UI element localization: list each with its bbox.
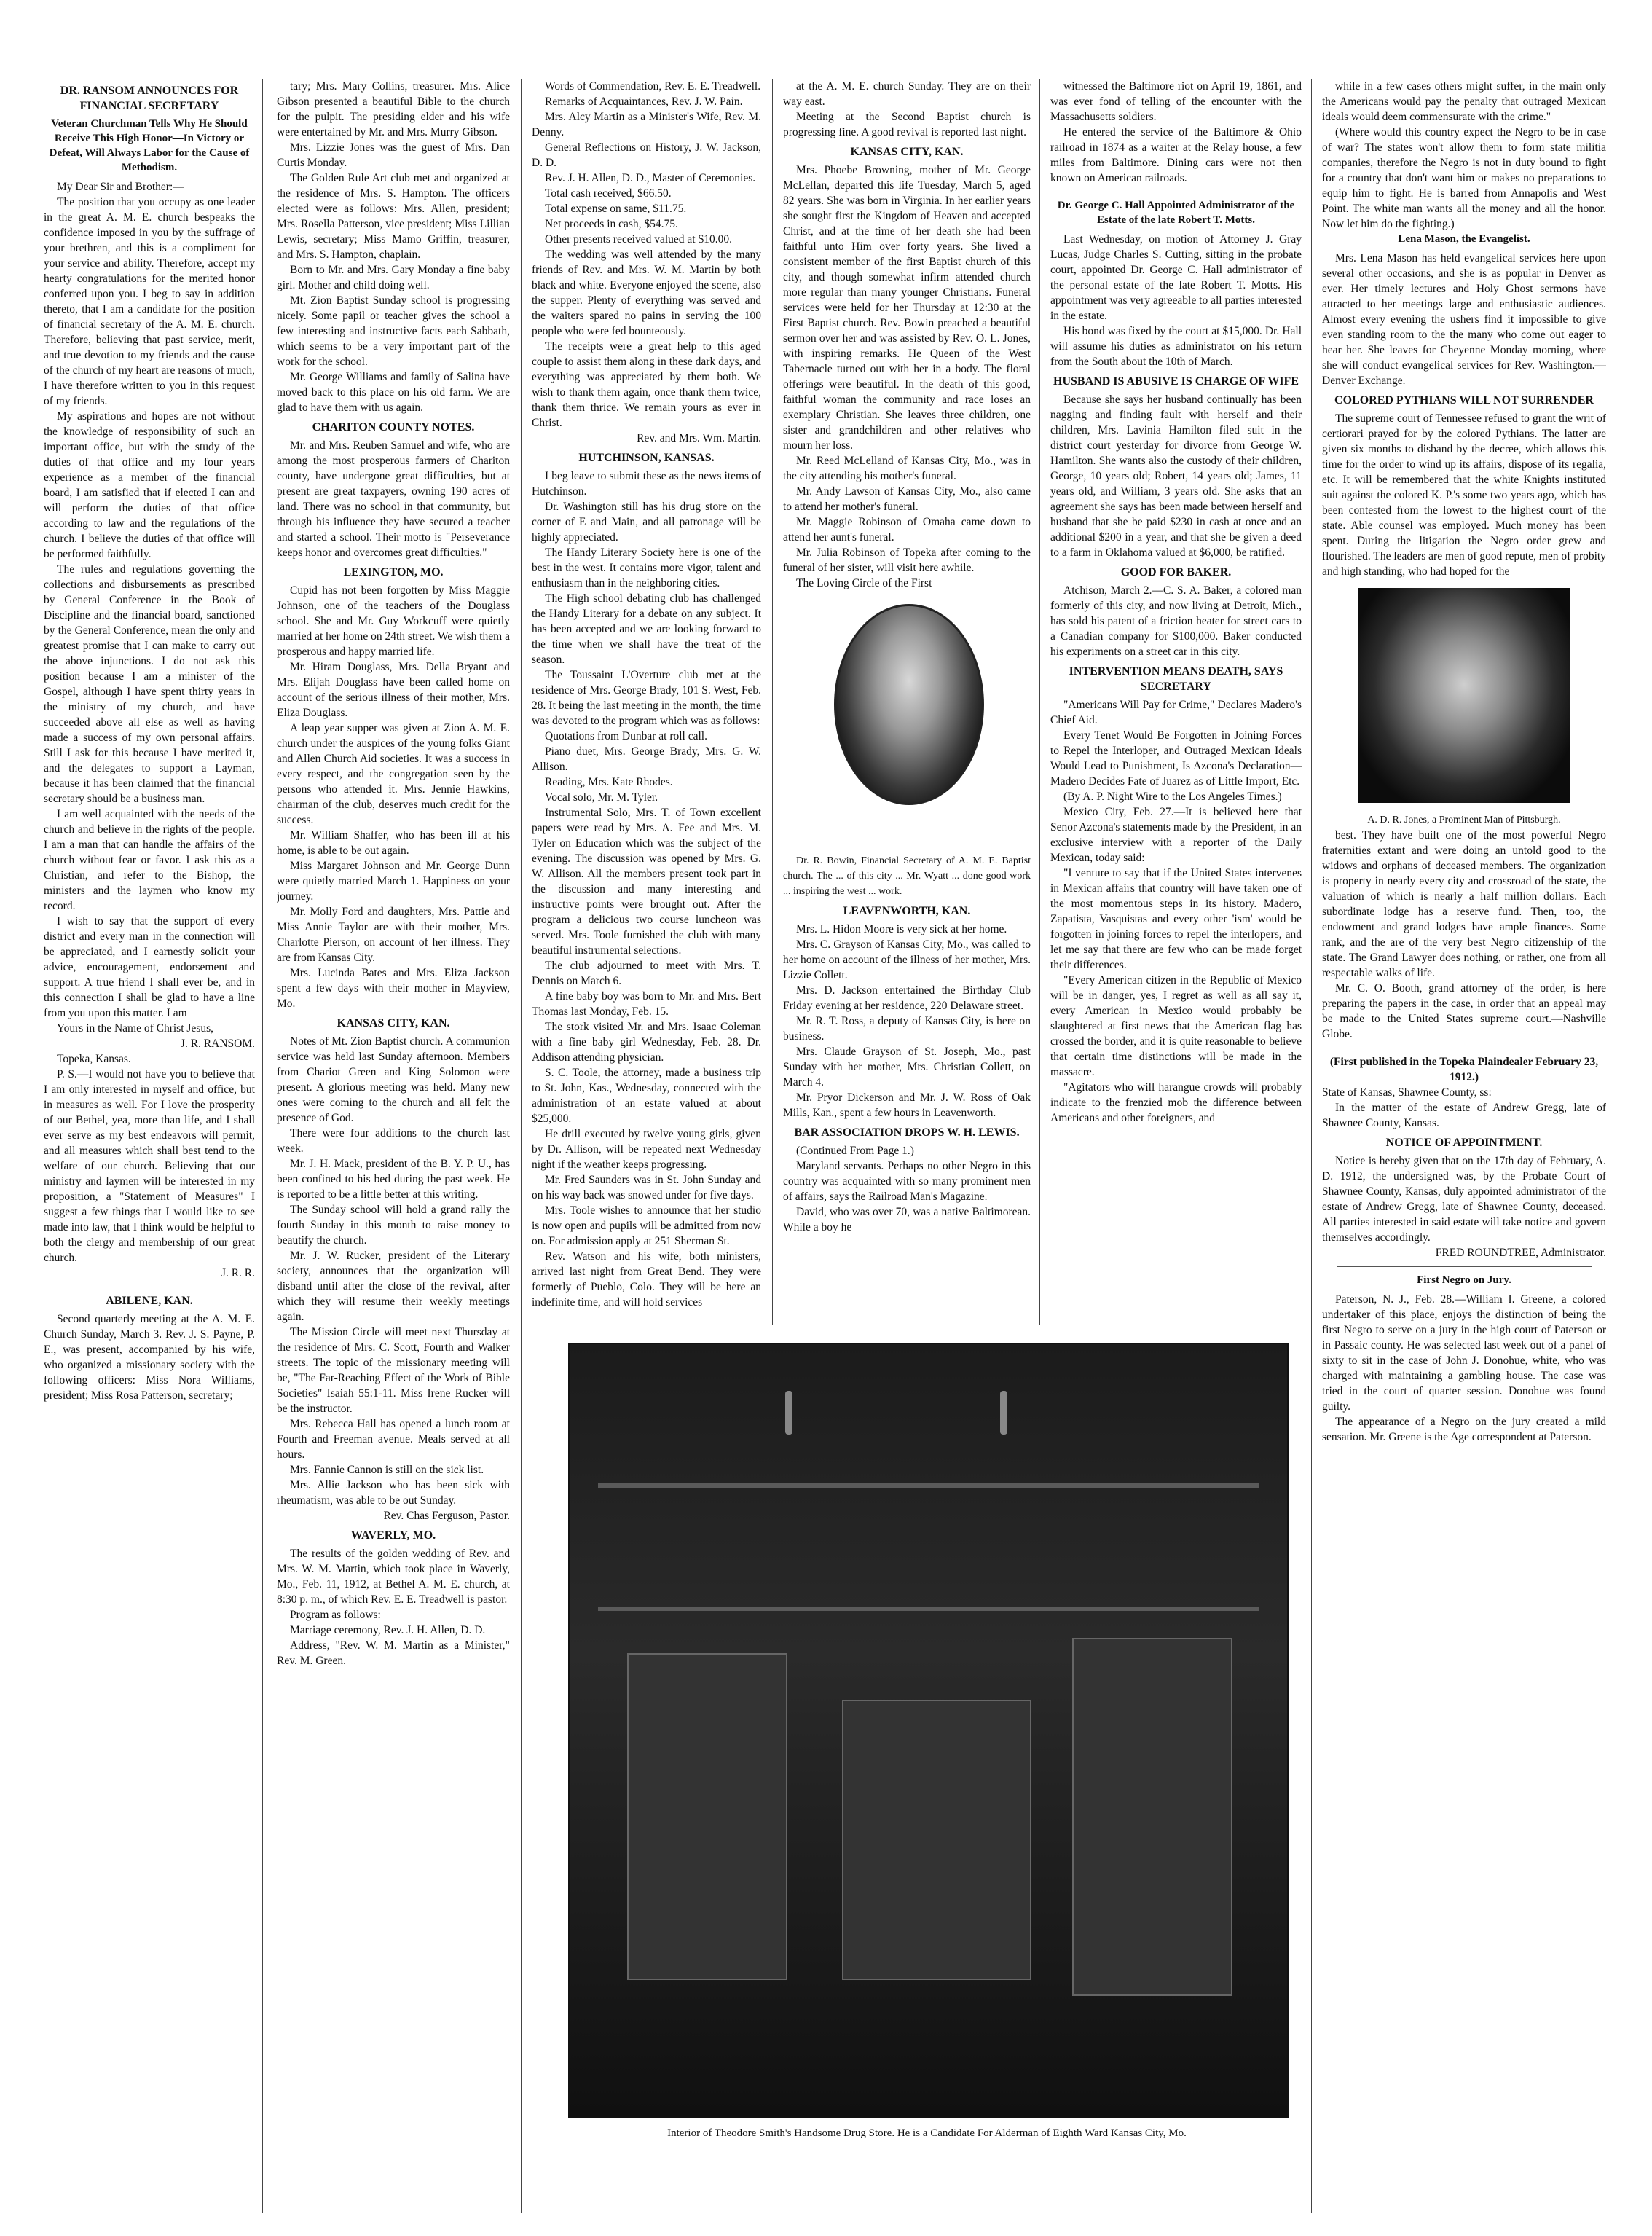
photo-cabinet — [627, 1653, 788, 1980]
portrait-block — [783, 591, 1031, 853]
paragraph: Topeka, Kansas. — [57, 1053, 131, 1065]
notice-lead: (First published in the Topeka Plaindealer February 23, 1912.) — [1329, 1056, 1599, 1083]
paragraph: Miss Margaret Johnson and Mr. George Dunn were quietly married March 1. Happiness on your journey. — [277, 860, 510, 903]
article-headline: First Negro on Jury. — [1417, 1274, 1511, 1286]
divider — [1337, 1266, 1592, 1267]
paragraph: Rev. Watson and his wife, both ministers, arrived last night from Great Bend. They were formerly of Pueblo, Colo. They will be here an indefinite time, and will hold services — [532, 1250, 761, 1309]
paragraph: Mr. Julia Robinson of Topeka after coming to the funeral of her sister, will visit here awhile. — [783, 546, 1031, 574]
paragraph: Mr. and Mrs. Reuben Samuel and wife, who are among the most prosperous farmers of Chariton county, have undergone great difficulties, but at present are great taxpayers, owning 190 acres of land. There was no school in that community, but through his influence they have secured a teacher and started a school. Their motto is "Perseverance keeps honor and overcomes great difficulties." — [277, 439, 510, 559]
paragraph: Because she says her husband continually has been nagging and finding fault with herself and their children, Mrs. Lavinia Hamilton filed suit in the district court yesterday for divorce from George W. Hamilton. She wants also the custody of their children, George, 10 years old; Robert, 14 years old; James, 11 years old, and William, 3 years old. She asks that an agreement she says has been made between herself and husband that she be paid $230 in cash at once and an additional $200 in a year, and that she be given a deed to a farm in Oklahoma valued at $6,000, be ratified. — [1050, 393, 1302, 559]
paragraph: Mrs. Fannie Cannon is still on the sick list. — [290, 1464, 484, 1476]
paragraph: Last Wednesday, on motion of Attorney J. Gray Lucas, Judge Charles S. Cutting, sitting in the probate court, appointed Dr. George C. Hall administrator of the personal estate of the late Robert T. Motts. His appointment was very agreeable to all parties interested in the estate. — [1050, 233, 1302, 322]
paragraph: Mr. R. T. Ross, a deputy of Kansas City, is here on business. — [783, 1015, 1031, 1043]
paragraph: Program as follows: — [290, 1609, 381, 1621]
paragraph: while in a few cases others might suffer, in the main only the Americans would pay the penalty that outraged Mexican ideals would deem commensurate with the crime." — [1322, 80, 1606, 123]
portrait-caption: Dr. R. Bowin, Financial Secretary of A. M. E. Baptist church. The ... of this city ... Mr. Wyatt ... done good work ... inspiring the west ... work. — [783, 855, 1031, 897]
paragraph: The club adjourned to meet with Mrs. T. Dennis on March 6. — [532, 960, 761, 987]
paragraph: Mr. William Shaffer, who has been ill at his home, is able to be out again. — [277, 829, 510, 857]
column-rule — [772, 79, 773, 1325]
paragraph: I wish to say that the support of every district and every man in the connection will be appreciated, and I earnestly solicit your advice, encouragement, endorsement and support. A true friend I shall ever be, and in this connection I shall be glad to have a line from you upon this matter. I am — [44, 915, 255, 1019]
paragraph: Net proceeds in cash, $54.75. — [545, 218, 678, 230]
paragraph: The wedding was well attended by the many friends of Rev. and Mrs. W. M. Martin by both black and white. Everyone enjoyed the scene, also the supper. Plenty of everything was served and the waiters spared no pains in serving the 100 people who were fed bounteously. — [532, 248, 761, 337]
paragraph: at the A. M. E. church Sunday. They are on their way east. — [783, 80, 1031, 108]
column-rule — [1311, 79, 1312, 2213]
article-headline: HUTCHINSON, KANSAS. — [578, 452, 715, 464]
portrait-photo — [1358, 588, 1570, 803]
paragraph: The Sunday school will hold a grand rally the fourth Sunday in this month to raise money to beautify the church. — [277, 1204, 510, 1247]
paragraph: "Agitators who will harangue crowds will probably indicate to the frenzied mob the difference between Americans and other foreigners, and — [1050, 1081, 1302, 1124]
column-4 — [783, 79, 1031, 1321]
paragraph: Mrs. D. Jackson entertained the Birthday Club Friday evening at her residence, 220 Delaware street. — [783, 984, 1031, 1012]
portrait-photo — [834, 604, 984, 805]
paragraph: Mrs. Lucinda Bates and Mrs. Eliza Jackson spent a few days with their mother in Mayview, Mo. — [277, 967, 510, 1010]
paragraph: Mrs. Claude Grayson of St. Joseph, Mo., past Sunday with her mother, Mrs. Christian Collett, on March 4. — [783, 1046, 1031, 1088]
paragraph: Born to Mr. and Mrs. Gary Monday a fine baby girl. Mother and child doing well. — [277, 264, 510, 291]
paragraph: David, who was over 70, was a native Baltimorean. While a boy he — [783, 1206, 1031, 1233]
paragraph: Mr. Andy Lawson of Kansas City, Mo., also came to attend her mother's funeral. — [783, 485, 1031, 513]
paragraph: My aspirations and hopes are not without the knowledge of responsibility of such an important office, but with the study of the duties of that office and my four years experience as a member of the financial board, I am satisfied that if elected I can and will perform the duties of that office according to law and the regulations of the church. I believe the duties of that office will be performed faithfully. — [44, 410, 255, 560]
paragraph: "Americans Will Pay for Crime," Declares Madero's Chief Aid. — [1050, 699, 1302, 726]
notice-state: State of Kansas, Shawnee County, ss: — [1322, 1086, 1492, 1099]
paragraph: P. S.—I would not have you to believe that I am only interested in myself and office, but in measures as well. For I love the prosperity of our Bethel, yea, more than life, and I shall ever serve as my best endeavors will permit, and all measures which shall best tend to the welfare of our church. Believing that our ministry and laymen will be interested in my proposition, a "Statement of Measures" I suggest a few things that I would like to see made into law, that I think would be helpful to both the clergy and membership of our great church. — [44, 1068, 255, 1264]
paragraph: Maryland servants. Perhaps no other Negro in this country was acquainted with so many prominent men of affairs, says the Railroad Man's Magazine. — [783, 1160, 1031, 1203]
paragraph: Piano duet, Mrs. George Brady, Mrs. G. W. Allison. — [532, 745, 761, 773]
signature: FRED ROUNDTREE, Administrator. — [1435, 1247, 1606, 1259]
paragraph: Mexico City, Feb. 27.—It is believed here that Senor Azcona's statements made by the President, in an exclusive interview with a reporter of the Daily Mexican, today said: — [1050, 806, 1302, 864]
paragraph: Mrs. Alcy Martin as a Minister's Wife, Rev. M. Denny. — [532, 111, 761, 138]
article-headline: Dr. George C. Hall Appointed Administrator of the Estate of the late Robert T. Motts. — [1057, 200, 1295, 226]
article-headline: COLORED PYTHIANS WILL NOT SURRENDER — [1334, 394, 1594, 407]
paragraph: Dr. Washington still has his drug store on the corner of E and Main, and all patronage will be highly appreciated. — [532, 501, 761, 544]
paragraph: Instrumental Solo, Mrs. T. of Town excellent papers were read by Mrs. A. Fee and Mrs. M. Tyler on Education which was the subject of the evening. The discussion was opened by Mrs. G. W. Allison. All the members present took part in the discussion and many interesting and instructive points were brought out. After the program a delicious two course luncheon was served. Mrs. Toole furnished the club with many beautiful instrumental selections. — [532, 807, 761, 957]
paragraph: Mr. Hiram Douglass, Mrs. Della Bryant and Mrs. Elijah Douglass have been called home on account of the serious illness of their mother, Mrs. Eliza Douglass. — [277, 661, 510, 719]
paragraph: He drill executed by twelve young girls, given by Dr. Allison, will be repeated next Wednesday night if the weather keeps progressing. — [532, 1128, 761, 1171]
photo-shelf — [598, 1483, 1258, 1488]
photo-shelf — [598, 1607, 1258, 1611]
article-headline: KANSAS CITY, KAN. — [337, 1017, 450, 1029]
paragraph: His bond was fixed by the court at $15,000. Dr. Hall will assume his duties as administrator on his return from the South about the 10th of March. — [1050, 325, 1302, 368]
photo-cabinet — [842, 1700, 1031, 1981]
paragraph: Reading, Mrs. Kate Rhodes. — [545, 776, 673, 788]
paragraph: The position that you occupy as one leader in the great A. M. E. church bespeaks the confidence imposed in you by the suffrage of your brethren, and this is a compliment for your service and ability. Therefore, accept my hearty congratulations for the merited honor conferred upon you. I beg to say in addition thereto, that I am a candidate for the position of financial secretary of the A. M. E. church. Therefore, believing that past service, merit, and true devotion to my friends and the cause of the church of my heart are reasons of much, I have therefore written to you in this request of my friends. — [44, 196, 255, 407]
paragraph: Rev. J. H. Allen, D. D., Master of Ceremonies. — [545, 172, 756, 184]
paragraph: tary; Mrs. Mary Collins, treasurer. Mrs. Alice Gibson presented a beautiful Bible to the church for the pulpit. The presiding elder and his wife were entertained by Mr. and Mrs. Murry Gibson. — [277, 80, 510, 138]
paragraph: The Loving Circle of the First — [796, 577, 932, 589]
paragraph: Every Tenet Would Be Forgotten in Joining Forces to Repel the Interloper, and Outraged Mexican Ideals Would Lead to Punishment, Is Azcona's Declaration—Madero Decides Fate of Juarez as of Little Import, Etc. — [1050, 729, 1302, 788]
paragraph: I am well acquainted with the needs of the church and believe in the rights of the people. I am a man that can handle the affairs of the church without fear or favor. I ask this as a Christian, and refer to the Bishop, the ministers and the laymen who know my record. — [44, 808, 255, 912]
paragraph: The Handy Literary Society here is one of the best in the west. It contains more vigor, talent and enthusiasm than in the neighboring cities. — [532, 546, 761, 589]
paragraph: Meeting at the Second Baptist church is progressing fine. A good revival is reported last night. — [783, 111, 1031, 138]
paragraph: Mr. C. O. Booth, grand attorney of the order, is here preparing the papers in the case, in order that an appeal may be made to the United States supreme court.—Nashville Globe. — [1322, 982, 1606, 1040]
paragraph: The Toussaint L'Overture club met at the residence of Mrs. George Brady, 101 S. West, Feb. 28. It being the last meeting in the month, the time was devoted to the program which was as follows: — [532, 669, 761, 727]
paragraph: The rules and regulations governing the collections and disbursements as prescribed by General Conference in the Book of Discipline and the financial board, sanctioned by the General Conference, mean the only and greatest promise that I can make to carry out the above injunctions. I do not ask this position because I am a minister of the Gospel, although I have spent thirty years in the ministry of my church, and have succeeded above all else as well as having made a success of my own personal affairs. Still I ask for this because I have merited it, and the delegates to support a Layman, because it has been claimed that the financial secretary should be a business man. — [44, 563, 255, 805]
paragraph: The receipts were a great help to this aged couple to assist them along in these dark days, and everything was appreciated by them both. We wish to thank them again, once thank them twice, thank them thrice. We remain yours as ever in Christ. — [532, 340, 761, 429]
signature: Rev. Chas Ferguson, Pastor. — [383, 1510, 510, 1522]
paragraph: S. C. Toole, the attorney, made a business trip to St. John, Kas., Wednesday, connected with the administration of an estate valued at about $25,000. — [532, 1067, 761, 1125]
article-headline: LEAVENWORTH, KAN. — [843, 905, 971, 917]
article-headline: Lena Mason, the Evangelist. — [1398, 233, 1530, 245]
article-headline: CHARITON COUNTY NOTES. — [312, 421, 475, 434]
paragraph: The High school debating club has challenged the Handy Literary for a debate on any subject. It has been accepted and we are looking forward to the time when we shall have the treat of the season. — [532, 592, 761, 666]
paragraph: Mr. Reed McLelland of Kansas City, Mo., was in the city attending his mother's funeral. — [783, 455, 1031, 482]
notice-intro: In the matter of the estate of Andrew Gregg, late of Shawnee County, Kansas. — [1322, 1102, 1606, 1129]
paragraph: The appearance of a Negro on the jury created a mild sensation. Mr. Greene is the Age correspondent at Paterson. — [1322, 1416, 1606, 1443]
paragraph: Mrs. L. Hidon Moore is very sick at her home. — [796, 923, 1007, 935]
paragraph: Mt. Zion Baptist Sunday school is progressing nicely. Some papil or teacher gives the school a few interesting and instructive facts each Sabbath, which seems to be a very important part of the work for the school. — [277, 294, 510, 368]
paragraph: Paterson, N. J., Feb. 28.—William I. Greene, a colored undertaker of this place, enjoys the distinction of being the first Negro to serve on a jury in the high court of Paterson or in Passaic county. He was selected last week out of a panel of sixty to sit in the case of John J. Donohue, white, who was charged with maintaining a gambling house. The case was tried in the court of quarter session. Donohue was found guilty. — [1322, 1293, 1606, 1413]
article-headline: LEXINGTON, MO. — [343, 566, 444, 578]
newspaper-page — [44, 79, 1610, 2213]
paragraph: Total expense on same, $11.75. — [545, 203, 687, 215]
paragraph: Mrs. C. Grayson of Kansas City, Mo., was called to her home on account of the illness of her mother, Mrs. Lizzie Collett. — [783, 938, 1031, 981]
paragraph: Mr. J. W. Rucker, president of the Literary society, announces that the organization will disband until after the close of the revival, after which they will resume their weekly meetings again. — [277, 1250, 510, 1323]
photo-cabinet — [1072, 1638, 1233, 1996]
signature: J. R. RANSOM. — [180, 1037, 255, 1050]
paragraph: Second quarterly meeting at the A. M. E. Church Sunday, March 3. Rev. J. S. Payne, P. E., was present, accompanied by his wife, who organized a missionary society with the following officers: Miss Nora Williams, president; Miss Rosa Patterson, secretary; — [44, 1313, 255, 1402]
paragraph: General Reflections on History, J. W. Jackson, D. D. — [532, 141, 761, 169]
column-2 — [277, 79, 510, 2213]
paragraph: (By A. P. Night Wire to the Los Angeles Times.) — [1063, 791, 1282, 803]
portrait-block — [1322, 579, 1606, 812]
column-1 — [44, 79, 255, 2213]
column-rule — [1039, 79, 1040, 1325]
paragraph: Atchison, March 2.—C. S. A. Baker, a colored man formerly of this city, and now living at Detroit, Mich., has sold his patent of a friction heater for street cars to a Canadian company for $100,000. Baker conducted his experiments on a street car in this city. — [1050, 584, 1302, 658]
drug-store-photo — [568, 1343, 1289, 2118]
paragraph: Cupid has not been forgotten by Miss Maggie Johnson, one of the teachers of the Douglass school. She and Mr. Guy Workcuff were quietly married at her home on 24th street. We wish them a prosperous and happy married life. — [277, 584, 510, 658]
paragraph: Quotations from Dunbar at roll call. — [545, 730, 707, 742]
paragraph: Mrs. Lizzie Jones was the guest of Mrs. Dan Curtis Monday. — [277, 141, 510, 169]
paragraph: witnessed the Baltimore riot on April 19, 1861, and was ever fond of telling of the encounter with the Massachusetts soldiers. — [1050, 80, 1302, 123]
article-headline: GOOD FOR BAKER. — [1120, 566, 1232, 578]
column-5 — [1050, 79, 1302, 1321]
paragraph: A leap year supper was given at Zion A. M. E. church under the auspices of the young folks Giant and Allen Church Aid societies. It was a success in every respect, and the congregation seen by the persons who attended it. Mrs. Jennie Hawkins, chairman of the club, deserves much credit for the success. — [277, 722, 510, 826]
paragraph: Other presents received valued at $10.00. — [545, 233, 732, 246]
paragraph: The results of the golden wedding of Rev. and Mrs. W. M. Martin, which took place in Waverly, Mo., Feb. 11, 1912, at Bethel A. M. E. church, at 8:30 p. m., of which Rev. E. E. Treadwell is pastor. — [277, 1547, 510, 1606]
paragraph: "Every American citizen in the Republic of Mexico will be in danger, yes, I regret as well as all say it, every American in Mexico would probably be slaughtered at first news that the American flag has crossed the border, and it is quite reasonable to believe that certain time distinctions will be made in the massacre. — [1050, 974, 1302, 1078]
paragraph: The stork visited Mr. and Mrs. Isaac Coleman with a fine baby girl Wednesday, Feb. 28. Dr. Addison attending physician. — [532, 1021, 761, 1064]
paragraph: Total cash received, $66.50. — [545, 187, 672, 200]
photo-fixture — [1000, 1391, 1007, 1435]
paragraph: Notes of Mt. Zion Baptist church. A communion service was held last Sunday afternoon. Members from Chariot Green and King Solomon were present. A glorious meeting was held. Many new ones were coming to the church and all felt the presence of God. — [277, 1035, 510, 1124]
article-headline: NOTICE OF APPOINTMENT. — [1385, 1137, 1543, 1149]
paragraph: Vocal solo, Mr. M. Tyler. — [545, 791, 658, 804]
paragraph: Words of Commendation, Rev. E. E. Treadwell. — [545, 80, 761, 93]
paragraph: Mrs. Phoebe Browning, mother of Mr. George McLellan, departed this life Tuesday, March 5, aged 82 years. She was born in Virginia. In her earlier years she sought first the Kingdom of Heaven and accepted Christ, and at the time of her death she had been faithful unto Him over forty years. She lived a consistent member of the first Baptist church of this city, and though somewhat infirm attended church more regular than many younger Christians. Funeral services were held for her Thursday at 12:30 at the First Baptist church. Rev. Bowin preached a beautiful sermon over her and was assisted by Rev. O. L. Jones, with inspiring remarks. He Queen of the West Tabernacle turned out with her in a body. The floral offerings were beautiful. In the death of this good, faithful woman the community and race loses an exemplary Christian. She leaves three children, one sister and grandchildren and other relatives who mourn her loss. — [783, 164, 1031, 452]
paragraph: Mrs. Rebecca Hall has opened a lunch room at Fourth and Freeman avenue. Meals served at all hours. — [277, 1418, 510, 1461]
paragraph: (Where would this country expect the Negro to be in case of war? The states won't allow them to form state militia companies, therefore the Negro is not in duty bound to fight for a country that don't want him or makes no preparations to equip him to fight. He is barred from Annapolis and West Point. The white man wants all the money and all the honor. Now let him do the fighting.) — [1322, 126, 1606, 230]
paragraph: Mrs. Lena Mason has held evangelical services here upon several other occasions, and she is as popular in Denver as ever. Her timely lectures and Holy Ghost sermons have attracted to her meetings large and enthusiastic audiences. Almost every evening the ushers find it impossible to give even standing room to the the many who come out eager to hear her. She leaves for Cheyenne Monday morning, where she will conduct evangelical services for Rev. Washington.—Denver Exchange. — [1322, 252, 1606, 387]
paragraph: Mrs. Toole wishes to announce that her studio is now open and pupils will be admitted from now on. For admission apply at 251 Sherman St. — [532, 1204, 761, 1247]
paragraph: (Continued From Page 1.) — [796, 1145, 914, 1157]
column-rule — [262, 79, 263, 2213]
paragraph: Notice is hereby given that on the 17th day of February, A. D. 1912, the undersigned was, by the Probate Court of Shawnee County, Kansas, duly appointed administrator of the estate of Andrew Gregg, late of Shawnee County, deceased. All parties interested in said estate will take notice and govern themselves accordingly. — [1322, 1155, 1606, 1244]
column-6 — [1322, 79, 1606, 2213]
paragraph: Mr. Pryor Dickerson and Mr. J. W. Ross of Oak Mills, Kan., spent a few hours in Leavenworth. — [783, 1091, 1031, 1119]
paragraph: Mrs. Allie Jackson who has been sick with rheumatism, was able to be out Sunday. — [277, 1479, 510, 1507]
paragraph: The Mission Circle will meet next Thursday at the residence of Mrs. C. Scott, Fourth and Walker streets. The topic of the missionary meeting will be, "The Far-Reaching Effect of the Work of Bible Societies" Isaiah 55:1-11. Miss Irene Rucker will be the instructor. — [277, 1326, 510, 1415]
article-headline: WAVERLY, MO. — [350, 1529, 436, 1542]
paragraph: I beg leave to submit these as the news items of Hutchinson. — [532, 470, 761, 498]
paragraph: Marriage ceremony, Rev. J. H. Allen, D. D. — [290, 1624, 486, 1636]
column-rule — [521, 79, 522, 2213]
article-headline: KANSAS CITY, KAN. — [850, 146, 964, 158]
paragraph: best. They have built one of the most powerful Negro fraternities extant and were doing an untold good to the widows and orphans of deceased members. The organization is property in nearly every city and crossroad of the state, the valuation of which is nearly a half million dollars. Each subordinate lodge has a reserve fund. Then, too, the endowment and grand lodges have ample finances. Some rank, and the are of the very best Negro citizenship of the state. The Grand Lawyer does nothing, or rather, one from all respectable walks of life. — [1322, 829, 1606, 979]
paragraph: There were four additions to the church last week. — [277, 1127, 510, 1155]
paragraph: Mr. J. H. Mack, president of the B. Y. P. U., has been confined to his bed during the past week. He is reported to be a little better at this writing. — [277, 1158, 510, 1201]
article-headline: BAR ASSOCIATION DROPS W. H. LEWIS. — [794, 1126, 1020, 1139]
portrait-caption: A. D. R. Jones, a Prominent Man of Pittsburgh. — [1367, 815, 1561, 825]
signature: J. R. R. — [221, 1267, 255, 1279]
column-3 — [532, 79, 761, 1321]
paragraph: Mr. Maggie Robinson of Omaha came down to attend her aunt's funeral. — [783, 516, 1031, 544]
paragraph: Remarks of Acquaintances, Rev. J. W. Pain. — [545, 95, 743, 108]
paragraph: Address, "Rev. W. M. Martin as a Minister," Rev. M. Green. — [277, 1639, 510, 1667]
paragraph: Mr. Molly Ford and daughters, Mrs. Pattie and Miss Annie Taylor are with their mother, Mrs. Charlotte Pierson, on account of her illness. They are from Kansas City. — [277, 906, 510, 964]
paragraph: My Dear Sir and Brother:— — [57, 181, 184, 193]
article-headline: DR. RANSOM ANNOUNCES FOR FINANCIAL SECRETARY — [60, 85, 239, 112]
article-headline: ABILENE, KAN. — [106, 1295, 193, 1307]
photo-fixture — [785, 1391, 792, 1435]
article-headline: INTERVENTION MEANS DEATH, SAYS SECRETARY — [1069, 665, 1283, 693]
article-headline: HUSBAND IS ABUSIVE IS CHARGE OF WIFE — [1053, 375, 1299, 388]
signature: Rev. and Mrs. Wm. Martin. — [637, 432, 761, 444]
paragraph: A fine baby boy was born to Mr. and Mrs. Bert Thomas last Monday, Feb. 15. — [532, 990, 761, 1018]
paragraph: The supreme court of Tennessee refused to grant the writ of certiorari prayed for by the colored Pythians. The latter are given six months to disband by the decree, which allows this time for the order to wind up its affairs, dispose of its regalia, etc. It will be remembered that the white Knights instituted suit against the colored K. P.'s some two years ago, which has been contested from the lowest to the highest court of the state. Able counsel was employed. Much money has been spent. During the litigation the Negro order grew and flourished. The leaders are men of good repute, men of probity and high standing, who had hoped for the — [1322, 412, 1606, 578]
paragraph: He entered the service of the Baltimore & Ohio railroad in 1874 as a waiter at the Relay house, a few miles from Baltimore. Dining cars were not then known on American railroads. — [1050, 126, 1302, 184]
article-subheadline: Veteran Churchman Tells Why He Should Receive This High Honor—In Victory or Defeat, Will Always Labor for the Cause of Methodism. — [49, 118, 250, 173]
paragraph: Mr. George Williams and family of Salina have moved back to this place on his old farm. We are glad to have them with us again. — [277, 371, 510, 414]
paragraph: Mr. Fred Saunders was in St. John Sunday and on his way back was snowed under for five days. — [532, 1174, 761, 1201]
paragraph: Yours in the Name of Christ Jesus, — [57, 1022, 213, 1035]
drug-store-caption: Interior of Theodore Smith's Handsome Drug Store. He is a Candidate For Alderman of Eighth Ward Kansas City, Mo. — [667, 2127, 1187, 2139]
paragraph: "I venture to say that if the United States intervenes in Mexican affairs that country will have taken one of the most momentous steps in its history. Madero, Zapatista, Vasquistas and every other 'ism' would be forgotten in joining forces to repel the interlopers, and let me say that there are few who can be made forget their differences. — [1050, 867, 1302, 971]
paragraph: The Golden Rule Art club met and organized at the residence of Mrs. S. Hampton. The officers elected were as follows: Mrs. Allen, president; Mrs. Rosella Patterson, vice president; Miss Lillian Lewis, secretary; Miss Mamo Griffin, treasurer, and Mrs. S. Hampton, chaplain. — [277, 172, 510, 261]
